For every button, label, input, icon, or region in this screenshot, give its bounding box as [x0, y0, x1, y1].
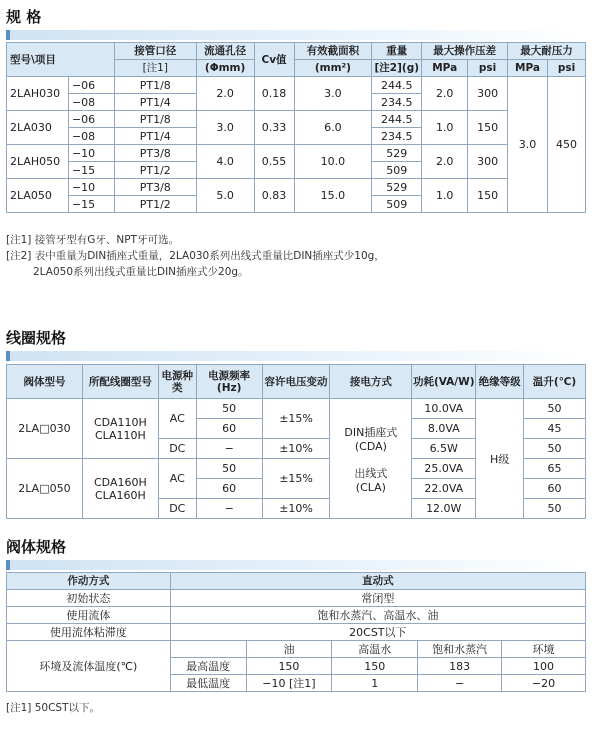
spec-note-1: [注1] 接管牙型有G牙、NPT牙可选。	[6, 234, 179, 246]
coil-model	[82, 459, 158, 519]
body-temp-row-label: 最低温度	[170, 675, 246, 692]
spec-suffix: −15	[68, 162, 114, 179]
spec-table	[6, 42, 586, 213]
coil-power: 22.0VA	[412, 479, 476, 499]
coil-temp: 60	[524, 479, 586, 499]
spec-port: PT1/4	[114, 128, 196, 145]
body-row-value: 饱和水蒸汽、高温水、油	[170, 607, 585, 624]
spec-header-model: 型号\项目	[7, 43, 115, 77]
coil-connection-din: DIN插座式	[344, 425, 398, 439]
coil-freq: 50	[196, 459, 262, 479]
spec-diff-psi: 300	[468, 77, 508, 111]
body-temp-value: 1	[332, 675, 418, 692]
spec-header-diff-psi: psi	[468, 60, 508, 77]
coil-dc-tolerance: ±10%	[262, 499, 330, 519]
coil-freq: −	[196, 439, 262, 459]
coil-model-cla: CLA110H	[94, 428, 146, 442]
spec-weight: 244.5	[372, 111, 422, 128]
body-temp-value: −10 [注1]	[246, 675, 332, 692]
spec-cv: 0.83	[254, 179, 294, 213]
spec-weight: 244.5	[372, 77, 422, 94]
coil-freq: 60	[196, 419, 262, 439]
spec-model: 2LAH030	[7, 77, 69, 111]
coil-temp: 50	[524, 439, 586, 459]
coil-dc-tolerance: ±10%	[262, 439, 330, 459]
spec-weight: 234.5	[372, 128, 422, 145]
body-row-label: 使用流体粘滞度	[7, 624, 171, 641]
coil-table	[6, 364, 586, 519]
body-temp-col: 饱和水蒸汽	[418, 641, 502, 658]
body-row-value: 20CST以下	[170, 624, 585, 641]
coil-model-cda: CDA160H	[93, 475, 147, 489]
spec-weight: 509	[372, 162, 422, 179]
spec-weight: 529	[372, 145, 422, 162]
spec-cv: 0.18	[254, 77, 294, 111]
coil-dc: DC	[158, 499, 196, 519]
spec-header-port-note: [注1]	[114, 60, 196, 77]
body-temp-value: 150	[332, 658, 418, 675]
spec-suffix: −06	[68, 111, 114, 128]
spec-orifice: 2.0	[196, 77, 254, 111]
spec-diff-mpa: 2.0	[422, 77, 468, 111]
coil-ac: AC	[158, 459, 196, 499]
spec-port: PT1/8	[114, 77, 196, 94]
spec-header-diff-mpa: MPa	[422, 60, 468, 77]
spec-header-area-unit: (mm²)	[294, 60, 372, 77]
spec-header-orifice: 流通孔径	[196, 43, 254, 60]
spec-area: 6.0	[294, 111, 372, 145]
spec-header-pressure-mpa: MPa	[508, 60, 548, 77]
spec-diff-mpa: 1.0	[422, 179, 468, 213]
spec-port: PT1/2	[114, 162, 196, 179]
coil-model-cla: CLA160H	[94, 488, 146, 502]
body-row-label: 初始状态	[7, 590, 171, 607]
coil-ac-tolerance: ±15%	[262, 459, 330, 499]
coil-header-body: 阀体型号	[7, 365, 83, 399]
coil-temp: 65	[524, 459, 586, 479]
spec-cv: 0.33	[254, 111, 294, 145]
coil-header-insulation: 绝缘等级	[476, 365, 524, 399]
spec-suffix: −08	[68, 94, 114, 111]
spec-suffix: −06	[68, 77, 114, 94]
body-temp-value: 150	[246, 658, 332, 675]
spec-weight: 509	[372, 196, 422, 213]
spec-port: PT1/2	[114, 196, 196, 213]
body-row-label: 使用流体	[7, 607, 171, 624]
spec-diff-psi: 150	[468, 179, 508, 213]
body-temp-value: −20	[502, 675, 586, 692]
coil-freq: −	[196, 499, 262, 519]
spec-diff-psi: 300	[468, 145, 508, 179]
coil-section-bar	[6, 351, 586, 361]
spec-header-weight: 重量	[372, 43, 422, 60]
spec-header-max-diff: 最大操作压差	[422, 43, 508, 60]
valve-body-table	[6, 572, 586, 692]
spec-note-2: [注2] 表中重量为DIN插座式重量，2LA030系列出线式重量比DIN插座式少10g，	[6, 250, 385, 262]
coil-header-freq: 电源频率(Hz)	[196, 365, 262, 399]
coil-power: 10.0VA	[412, 399, 476, 419]
body-temp-col: 油	[246, 641, 332, 658]
spec-diff-psi: 150	[468, 111, 508, 145]
coil-model-cda: CDA110H	[93, 415, 147, 429]
spec-weight: 234.5	[372, 94, 422, 111]
coil-section-title: 线圈规格	[6, 327, 72, 348]
spec-port: PT1/4	[114, 94, 196, 111]
coil-model	[82, 399, 158, 459]
spec-port: PT3/8	[114, 179, 196, 196]
coil-freq: 50	[196, 399, 262, 419]
coil-header-coil: 所配线圈型号	[82, 365, 158, 399]
coil-connection-out: 出线式	[354, 466, 388, 480]
spec-section-bar	[6, 30, 586, 40]
spec-suffix: −15	[68, 196, 114, 213]
coil-body-model: 2LA□030	[7, 399, 83, 459]
body-temp-blank	[170, 641, 246, 658]
body-temp-col: 高温水	[332, 641, 418, 658]
coil-power: 8.0VA	[412, 419, 476, 439]
spec-note-3: 2LA050系列出线式重量比DIN插座式少20g。	[33, 266, 249, 278]
body-header-right: 直动式	[170, 573, 585, 590]
coil-connection-out-code: (CLA)	[355, 480, 386, 494]
spec-diff-mpa: 1.0	[422, 111, 468, 145]
spec-max-pressure-mpa: 3.0	[508, 77, 548, 213]
coil-power: 12.0W	[412, 499, 476, 519]
coil-header-power-type: 电源种类	[158, 365, 196, 399]
coil-header-power: 功耗(VA/W)	[412, 365, 476, 399]
spec-header-pressure-psi: psi	[548, 60, 586, 77]
spec-port: PT3/8	[114, 145, 196, 162]
spec-cv: 0.55	[254, 145, 294, 179]
coil-connection-din-code: (CDA)	[354, 439, 387, 453]
body-temp-label: 环境及流体温度(℃)	[7, 641, 171, 692]
spec-model: 2LA030	[7, 111, 69, 145]
coil-header-connection: 接电方式	[330, 365, 412, 399]
spec-orifice: 4.0	[196, 145, 254, 179]
coil-header-tolerance: 容许电压变动	[262, 365, 330, 399]
body-note: [注1] 50CST以下。	[6, 702, 100, 714]
body-temp-value: 183	[418, 658, 502, 675]
spec-suffix: −08	[68, 128, 114, 145]
spec-suffix: −10	[68, 145, 114, 162]
coil-power: 25.0VA	[412, 459, 476, 479]
body-header-left: 作动方式	[7, 573, 171, 590]
coil-ac: AC	[158, 399, 196, 439]
spec-model: 2LAH050	[7, 145, 69, 179]
coil-dc: DC	[158, 439, 196, 459]
spec-orifice: 3.0	[196, 111, 254, 145]
coil-connection	[330, 399, 412, 519]
spec-header-orifice-unit: (Φmm)	[196, 60, 254, 77]
spec-max-pressure-psi: 450	[548, 77, 586, 213]
spec-header-weight-note: [注2](g)	[372, 60, 422, 77]
coil-temp: 50	[524, 499, 586, 519]
body-temp-value: −	[418, 675, 502, 692]
spec-section-title: 规 格	[6, 6, 47, 27]
spec-header-max-pressure: 最大耐压力	[508, 43, 586, 60]
spec-header-cv: Cv值	[254, 43, 294, 77]
spec-diff-mpa: 2.0	[422, 145, 468, 179]
coil-insulation: H级	[476, 399, 524, 519]
body-section-title: 阀体规格	[6, 536, 72, 557]
spec-suffix: −10	[68, 179, 114, 196]
coil-body-model: 2LA□050	[7, 459, 83, 519]
coil-temp: 45	[524, 419, 586, 439]
spec-weight: 529	[372, 179, 422, 196]
coil-header-temp-rise: 温升(℃)	[524, 365, 586, 399]
spec-area: 10.0	[294, 145, 372, 179]
spec-port: PT1/8	[114, 111, 196, 128]
spec-header-area: 有效截面积	[294, 43, 372, 60]
spec-orifice: 5.0	[196, 179, 254, 213]
spec-area: 3.0	[294, 77, 372, 111]
spec-model: 2LA050	[7, 179, 69, 213]
spec-header-port: 接管口径	[114, 43, 196, 60]
spec-area: 15.0	[294, 179, 372, 213]
body-row-value: 常闭型	[170, 590, 585, 607]
coil-temp: 50	[524, 399, 586, 419]
body-temp-col: 环境	[502, 641, 586, 658]
body-section-bar	[6, 560, 586, 570]
body-temp-row-label: 最高温度	[170, 658, 246, 675]
coil-power: 6.5W	[412, 439, 476, 459]
coil-ac-tolerance: ±15%	[262, 399, 330, 439]
body-temp-value: 100	[502, 658, 586, 675]
coil-freq: 60	[196, 479, 262, 499]
